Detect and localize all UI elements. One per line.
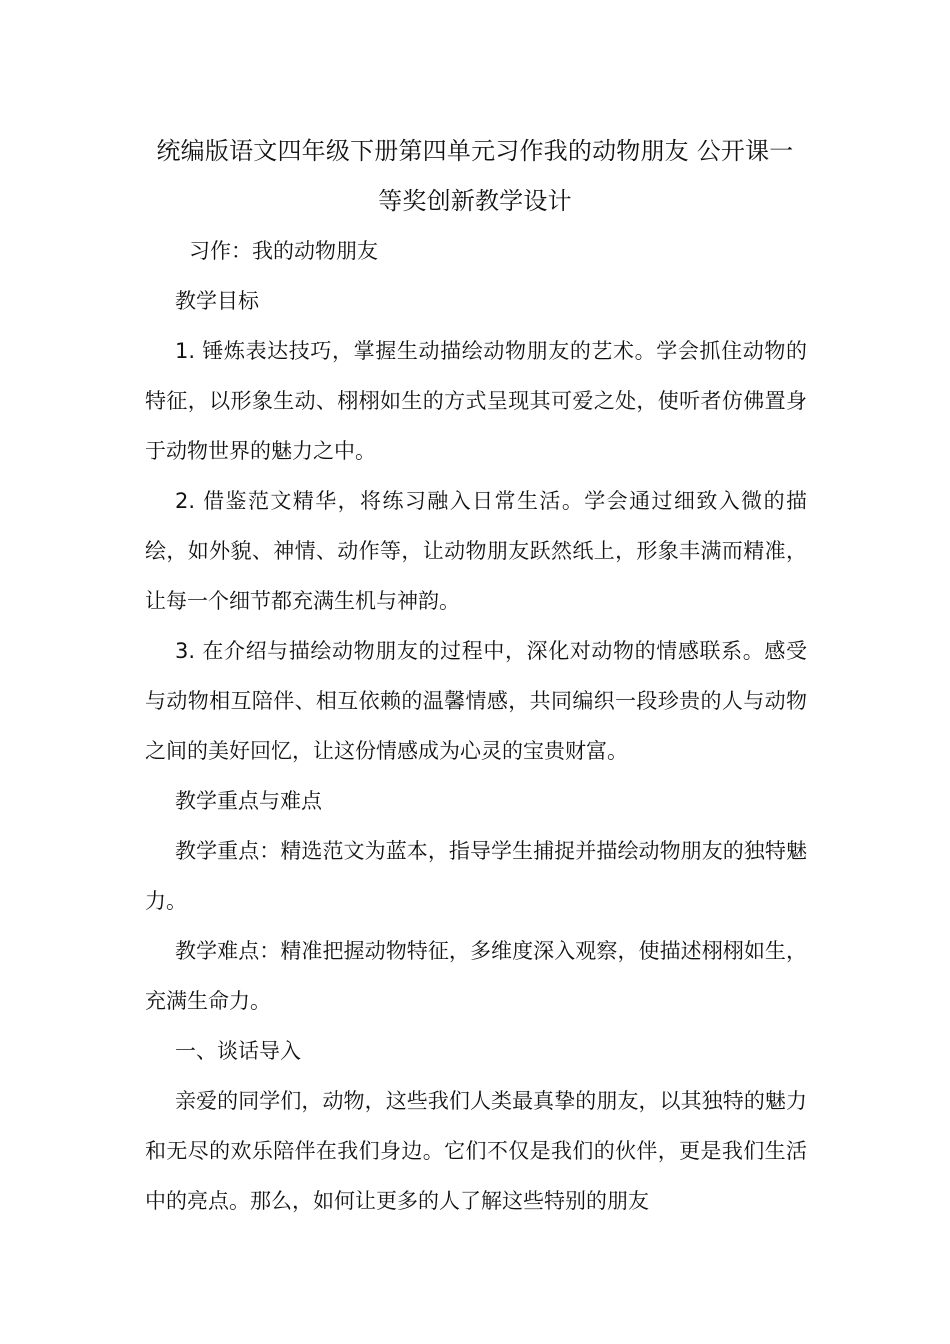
paragraph-goal-3: 3. 在介绍与描绘动物朋友的过程中，深化对动物的情感联系。感受与动物相互陪伴、相互依赖的温馨情感，共同编织一段珍贵的人与动物之间的美好回忆，让这份情感成为心灵的宝贵财富。: [145, 639, 807, 763]
heading-key-points: 教学重点与难点: [175, 789, 322, 813]
document-body: [145, 226, 807, 1226]
paragraph-key-point: 教学重点：精选范文为蓝本，指导学生捕捉并描绘动物朋友的独特魅力。: [145, 839, 807, 913]
heading-introduction: 一、谈话导入: [175, 1039, 301, 1063]
heading-teaching-goals: 教学目标: [175, 289, 259, 313]
paragraph-difficulty: 教学难点：精准把握动物特征，多维度深入观察，使描述栩栩如生，充满生命力。: [145, 939, 807, 1013]
paragraph-subtitle: 习作：我的动物朋友: [189, 239, 378, 263]
paragraph-goal-2: 2. 借鉴范文精华，将练习融入日常生活。学会通过细致入微的描绘，如外貌、神情、动作等，让动物朋友跃然纸上，形象丰满而精准，让每一个细节都充满生机与神韵。: [145, 489, 807, 613]
document-title: 统编版语文四年级下册第四单元习作我的动物朋友 公开课一等奖创新教学设计: [156, 137, 794, 215]
paragraph-goal-1: 1. 锤炼表达技巧，掌握生动描绘动物朋友的艺术。学会抓住动物的特征，以形象生动、栩栩如生的方式呈现其可爱之处，使听者仿佛置身于动物世界的魅力之中。: [145, 339, 807, 463]
paragraph-introduction: 亲爱的同学们，动物，这些我们人类最真挚的朋友，以其独特的魅力和无尽的欢乐陪伴在我们身边。它们不仅是我们的伙伴，更是我们生活中的亮点。那么，如何让更多的人了解这些特别的朋友: [145, 1089, 807, 1213]
